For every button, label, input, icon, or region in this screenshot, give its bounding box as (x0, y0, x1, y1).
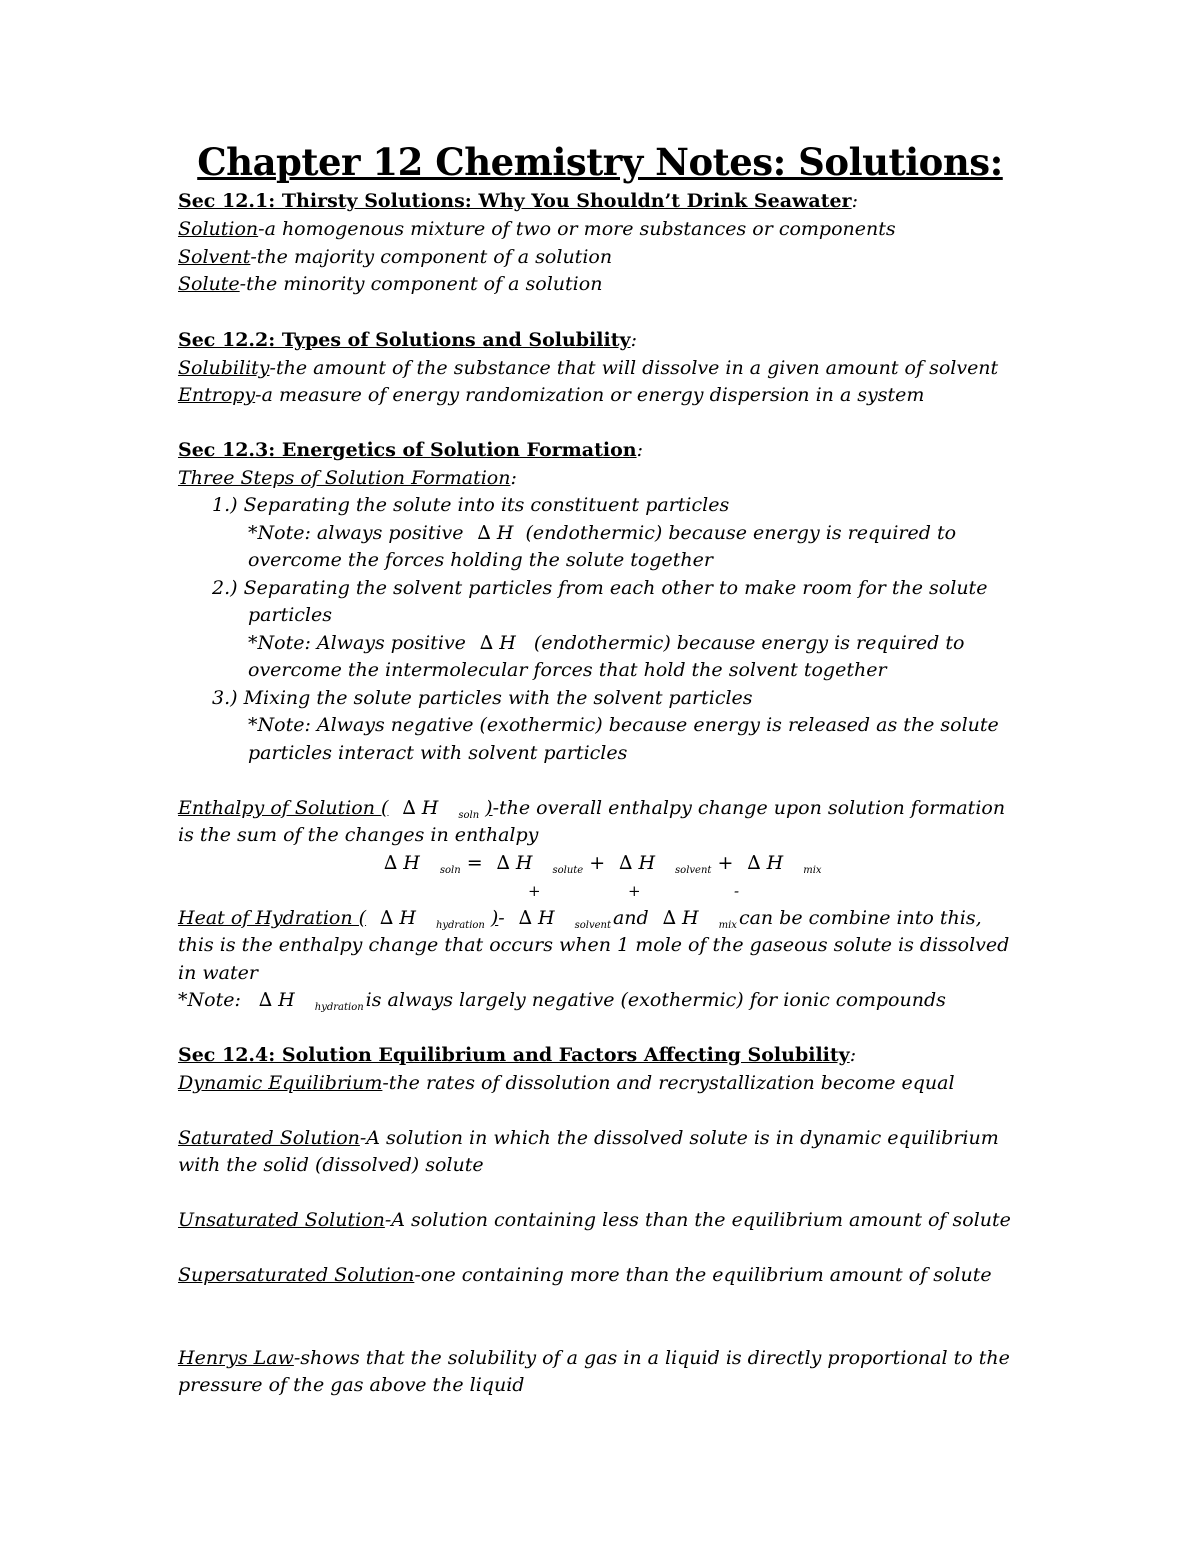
saturated-solution-term: Saturated Solution (178, 1127, 360, 1149)
hydration-definition-cont: this is the enthalpy change that occurs when 1 mole of the gaseous solute is dissolved (178, 934, 1010, 956)
step-1-note-cont: overcome the forces holding the solute together (248, 549, 713, 571)
solubility-term: Solubility (178, 357, 270, 379)
solution-term: Solution (178, 218, 259, 240)
enthalpy-definition-cont: is the sum of the changes in enthalpy (178, 824, 539, 846)
solute-definition: Solute-the minority component of a solution (178, 273, 603, 295)
enthalpy-equation: ∆ H $_{soln}$ = ∆ H $_{solute}$ + ∆ H $_{solvent}$ + ∆ H $_{mix}$ (384, 852, 822, 876)
delta-h-symbol: ∆ H (479, 632, 516, 654)
enthalpy-term: Enthalpy of Solution ( (178, 797, 389, 819)
solute-term: Solute (178, 273, 240, 295)
entropy-definition: Entropy-a measure of energy randomization or energy dispersion in a system (178, 384, 925, 406)
heat-of-hydration-definition: Heat of Hydration ( ∆ H $_{hydration}$ )- ∆ H $_{solvent}$ and ∆ H $_{mix}$ can be combine into this, (178, 907, 982, 931)
entropy-term: Entropy (178, 384, 256, 406)
sec-12-3-heading: Sec 12.3: Energetics of Solution Formation: (178, 439, 643, 461)
supersaturated-solution-term: Supersaturated Solution (178, 1264, 415, 1286)
solution-definition: Solution-a homogenous mixture of two or more substances or components (178, 218, 896, 240)
sign-mix: - (734, 882, 740, 900)
delta-h-symbol: ∆ H (477, 522, 514, 544)
step-2-note: *Note: Always positive ∆ H (endothermic) because energy is required to (248, 630, 964, 657)
unsaturated-solution-definition: Unsaturated Solution-A solution containing less than the equilibrium amount of solute (178, 1209, 1011, 1231)
list-item-step-2: 2.) Separating the solvent particles from each other to make room for the solute (212, 577, 988, 599)
henrys-law-term: Henrys Law (178, 1347, 294, 1369)
step-1-note: *Note: always positive ∆ H (endothermic) because energy is required to (248, 520, 956, 547)
solvent-term: Solvent (178, 246, 251, 268)
hydration-definition-end: in water (178, 962, 258, 984)
henrys-law-definition: Henrys Law-shows that the solubility of a gas in a liquid is directly proportional to the (178, 1347, 1010, 1369)
step-2-note-cont: overcome the intermolecular forces that hold the solvent together (248, 659, 887, 681)
hydration-note: *Note: ∆ H $_{hydration}$ is always largely negative (exothermic) for ionic compounds (178, 989, 946, 1013)
saturated-solution-cont: with the solid (dissolved) solute (178, 1154, 484, 1176)
saturated-solution-definition: Saturated Solution-A solution in which the dissolved solute is in dynamic equilibrium (178, 1127, 999, 1149)
enthalpy-of-solution-definition: Enthalpy of Solution ( ∆ H $_{soln}$ )-the overall enthalpy change upon solution formation (178, 797, 1006, 821)
dynamic-equilibrium-term: Dynamic Equilibrium (178, 1072, 383, 1094)
step-3-note-cont: particles interact with solvent particles (248, 742, 628, 764)
delta-h-symbol: ∆ H (402, 797, 439, 819)
list-item-step-3: 3.) Mixing the solute particles with the solvent particles (212, 687, 753, 709)
step-2-cont: particles (248, 604, 332, 626)
list-item-step-1: 1.) Separating the solute into its constituent particles (212, 494, 730, 516)
delta-h-symbol: ∆ H (380, 907, 416, 929)
unsaturated-solution-term: Unsaturated Solution (178, 1209, 385, 1231)
page-title: Chapter 12 Chemistry Notes: Solutions: (197, 140, 1003, 184)
step-3-note: *Note: Always negative (exothermic) because energy is released as the solute (248, 714, 999, 736)
henrys-law-cont: pressure of the gas above the liquid (178, 1374, 525, 1396)
solvent-definition: Solvent-the majority component of a solution (178, 246, 613, 268)
hydration-term: Heat of Hydration ( (178, 907, 367, 929)
sign-solvent: + (628, 882, 641, 900)
supersaturated-solution-definition: Supersaturated Solution-one containing more than the equilibrium amount of solute (178, 1264, 992, 1286)
sec-12-2-heading: Sec 12.2: Types of Solutions and Solubility: (178, 329, 637, 351)
sec-12-4-heading: Sec 12.4: Solution Equilibrium and Factors Affecting Solubility: (178, 1044, 857, 1066)
solubility-definition: Solubility-the amount of the substance that will dissolve in a given amount of solvent (178, 357, 999, 379)
sign-solute: + (528, 882, 541, 900)
steps-title: Three Steps of Solution Formation: (178, 467, 517, 489)
sec-12-1-heading: Sec 12.1: Thirsty Solutions: Why You Shouldn’t Drink Seawater: (178, 190, 858, 212)
dynamic-equilibrium-definition: Dynamic Equilibrium-the rates of dissolution and recrystallization become equal (178, 1072, 955, 1094)
